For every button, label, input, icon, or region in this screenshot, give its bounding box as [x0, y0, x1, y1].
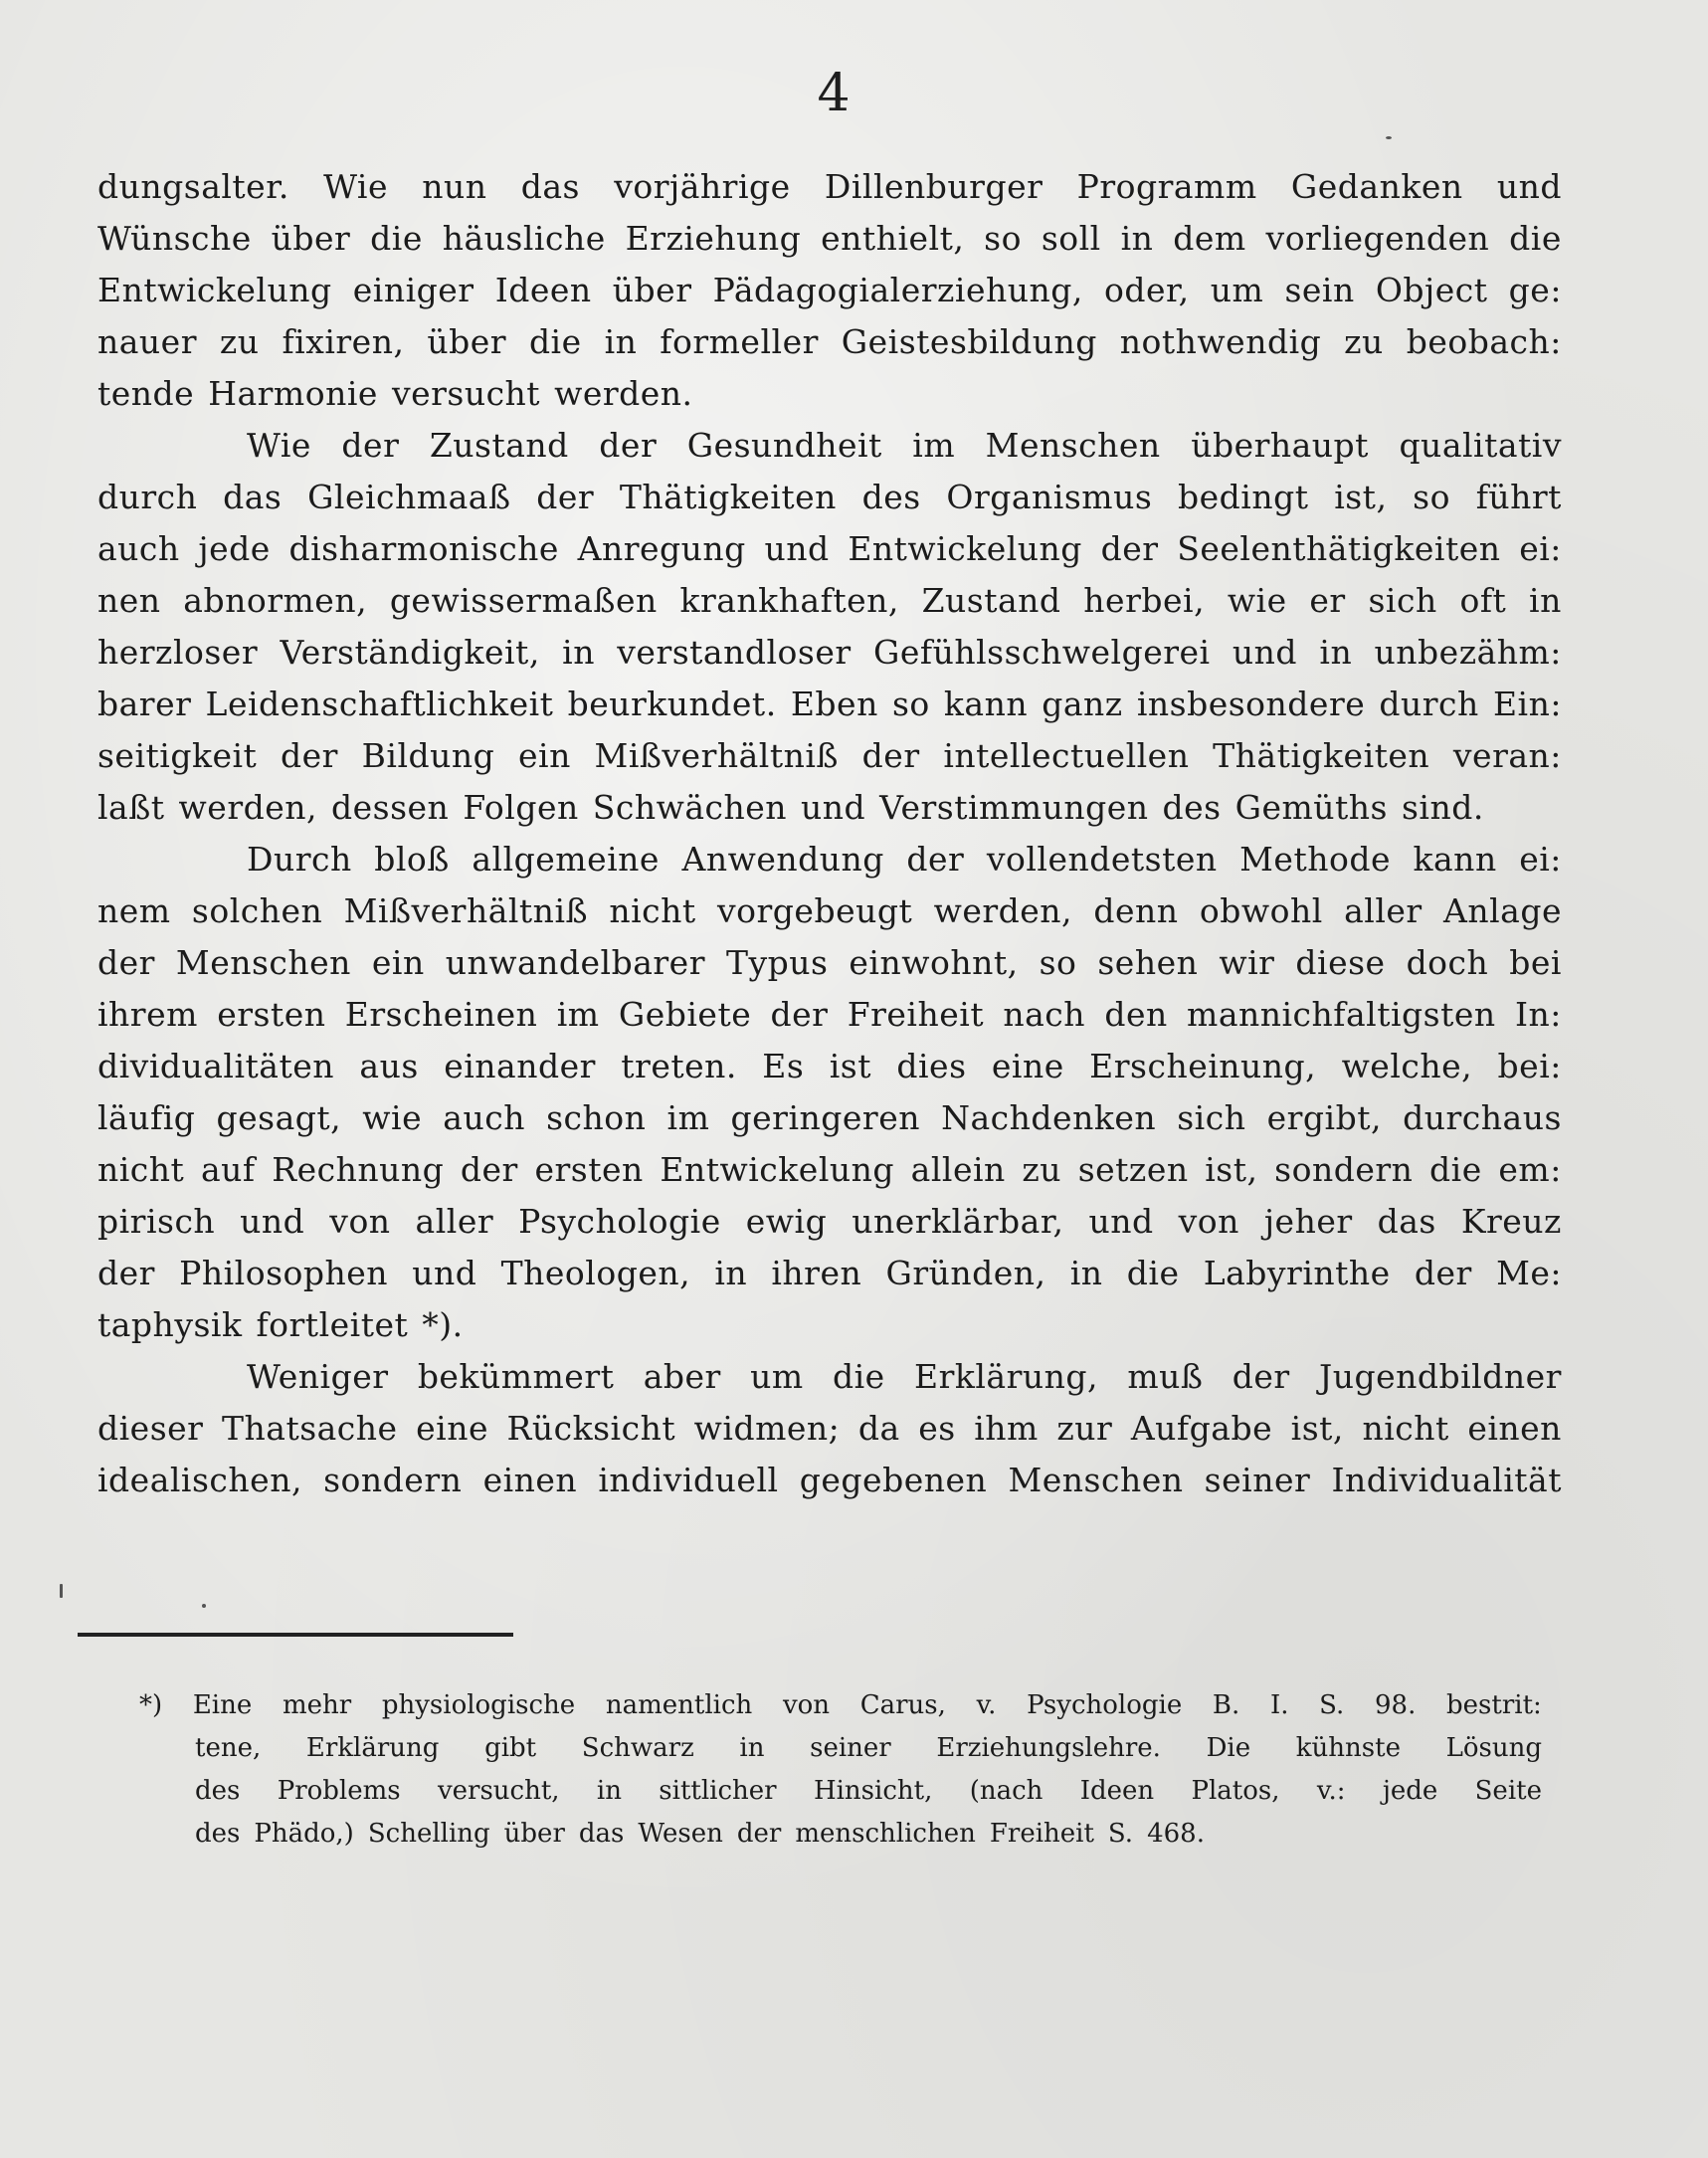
body-text: [97, 161, 1562, 1506]
text-line: dieser Thatsache eine Rücksicht widmen; da es ihm zur Aufgabe ist, nicht einen: [97, 1409, 1562, 1448]
text-line: dungsalter. Wie nun das vorjährige Dillenburger Programm Gedanken und: [97, 167, 1562, 206]
paper-speck: [202, 1604, 206, 1608]
text-line: laßt werden, dessen Folgen Schwächen und Verstimmungen des Gemüths sind.: [97, 788, 1484, 827]
paper-speck: [60, 1584, 63, 1598]
text-line: tende Harmonie versucht werden.: [97, 374, 693, 413]
footnote-line: des Phädo,) Schelling über das Wesen der menschlichen Freiheit S. 468.: [195, 1819, 1205, 1849]
text-line: barer Leidenschaftlichkeit beurkundet. Eben so kann ganz insbesondere durch Ein:: [97, 685, 1562, 723]
text-line: dividualitäten aus einander treten. Es ist dies eine Erscheinung, welche, bei:: [97, 1047, 1562, 1085]
text-line: nicht auf Rechnung der ersten Entwickelung allein zu setzen ist, sondern die em:: [97, 1150, 1562, 1189]
text-line: seitigkeit der Bildung ein Mißverhältniß der intellectuellen Thätigkeiten veran:: [97, 736, 1562, 775]
text-line: nauer zu fixiren, über die in formeller Geistesbildung nothwendig zu beobach:: [97, 322, 1562, 361]
text-line: Durch bloß allgemeine Anwendung der vollendetsten Methode kann ei:: [247, 840, 1562, 879]
text-line: Weniger bekümmert aber um die Erklärung, muß der Jugendbildner: [247, 1357, 1562, 1396]
text-line: auch jede disharmonische Anregung und Entwickelung der Seelenthätigkeiten ei:: [97, 529, 1562, 568]
footnote-line: tene, Erklärung gibt Schwarz in seiner Erziehungslehre. Die kühnste Lösung: [195, 1733, 1542, 1763]
paper-speck: [1386, 136, 1392, 139]
text-line: der Philosophen und Theologen, in ihren Gründen, in die Labyrinthe der Me:: [97, 1254, 1562, 1292]
text-line: Entwickelung einiger Ideen über Pädagogialerziehung, oder, um sein Object ge:: [97, 271, 1562, 309]
text-line: herzloser Verständigkeit, in verstandloser Gefühlsschwelgerei und in unbezähm:: [97, 633, 1562, 672]
text-line: durch das Gleichmaaß der Thätigkeiten des Organismus bedingt ist, so führt: [97, 478, 1562, 516]
text-line: läufig gesagt, wie auch schon im geringeren Nachdenken sich ergibt, durchaus: [97, 1098, 1562, 1137]
footnote-rule: [78, 1633, 513, 1637]
text-line: taphysik fortleitet *).: [97, 1305, 464, 1344]
page-number: 4: [817, 64, 851, 123]
footnote-line: des Problems versucht, in sittlicher Hinsicht, (nach Ideen Platos, v.: jede Seite: [195, 1776, 1542, 1806]
text-line: nem solchen Mißverhältniß nicht vorgebeugt werden, denn obwohl aller Anlage: [97, 891, 1562, 930]
text-line: der Menschen ein unwandelbarer Typus einwohnt, so sehen wir diese doch bei: [97, 943, 1562, 982]
text-line: idealischen, sondern einen individuell gegebenen Menschen seiner Individualität: [97, 1461, 1562, 1499]
text-line: pirisch und von aller Psychologie ewig unerklärbar, und von jeher das Kreuz: [97, 1202, 1562, 1241]
text-line: ihrem ersten Erscheinen im Gebiete der Freiheit nach den mannichfaltigsten In:: [97, 995, 1562, 1034]
footnote: [139, 1684, 1542, 1856]
text-line: Wünsche über die häusliche Erziehung enthielt, so soll in dem vorliegenden die: [97, 219, 1562, 258]
footnote-line: *) Eine mehr physiologische namentlich von Carus, v. Psychologie B. I. S. 98. bestrit:: [139, 1690, 1542, 1720]
text-line: Wie der Zustand der Gesundheit im Menschen überhaupt qualitativ: [247, 426, 1562, 465]
text-line: nen abnormen, gewissermaßen krankhaften, Zustand herbei, wie er sich oft in: [97, 581, 1562, 620]
